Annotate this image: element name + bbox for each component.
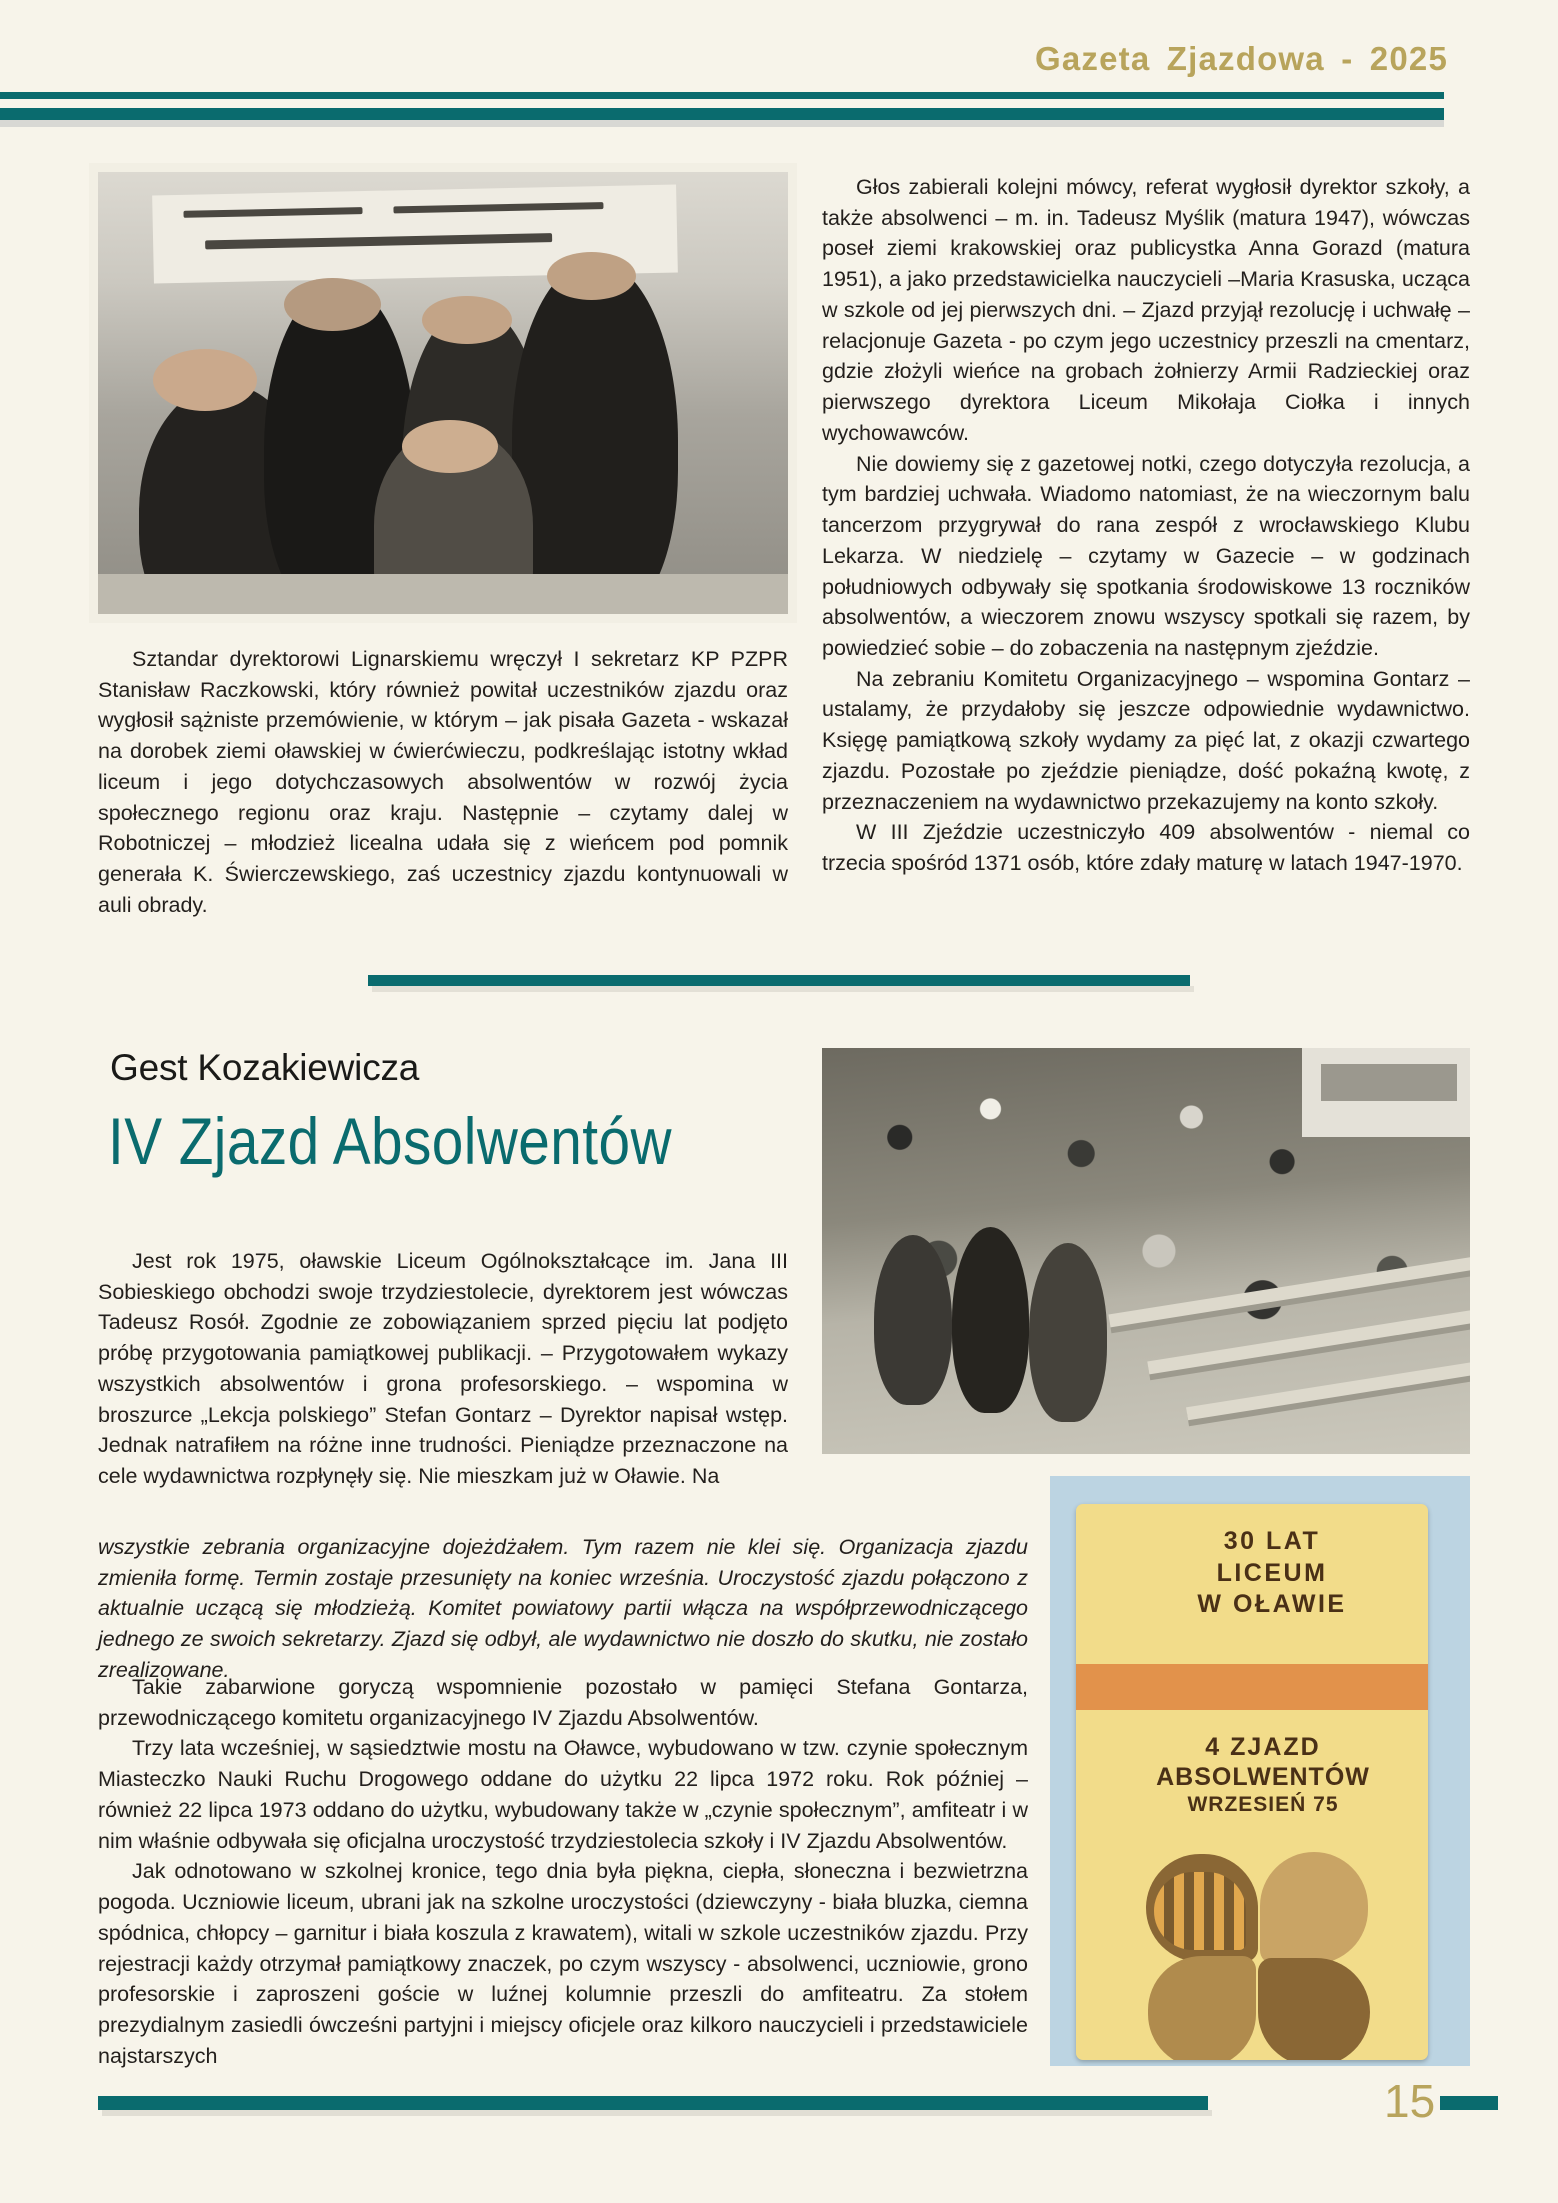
- book-cover-title-block: [1076, 1526, 1428, 1621]
- book-cover-line5: ABSOLWENTÓW: [1156, 1763, 1370, 1791]
- book-cover-stripe: [1076, 1664, 1428, 1710]
- header-rule-thin: [0, 92, 1444, 99]
- masthead-title: Gazeta Zjazdowa - 2025: [1034, 40, 1448, 77]
- book-cover-line6: WRZESIEŃ 75: [1187, 1793, 1339, 1816]
- book-cover-line2: LICEUM: [1216, 1558, 1328, 1587]
- article2-paragraph: Jak odnotowano w szkolnej kronice, tego dnia była piękna, ciepła, słoneczna i bezwietrzna pogoda. Uczniowie liceum, ubrani jak na szkolne uroczystości (dziewczyny - biała bluzka, ciemna spódnica, chłopcy – garnitur i biała koszula z krawatem), witali w szkole uczestników zjazdu. Przy rejestracji każdy otrzymał pamiątkowy znaczek, po czym wszyscy - absolwenci, uczniowie, grono profesorskie i zaproszeni goście w luźnej kolumnie przeszli do amfiteatru. Za stołem prezydialnym zasiedli ówcześni partyjni i miejscy oficjele oraz kilkoro nauczycieli i przedstawiciele najstarszych: [98, 1859, 1028, 2068]
- book-cover-line4: 4 ZJAZD: [1205, 1733, 1321, 1761]
- book-cover-line1: 30 LAT: [1223, 1527, 1321, 1555]
- article1-paragraph: W III Zjeździe uczestniczyło 409 absolwentów - niemal co trzecia spośród 1371 osób, które zdały maturę w latach 1947-1970.: [822, 820, 1470, 876]
- article1-left-text: [98, 644, 788, 921]
- article1-paragraph: Na zebraniu Komitetu Organizacyjnego – wspomina Gontarz – ustalamy, że przydałoby się jeszcze odpowiednie wydawnictwo. Księgę pamiątkową szkoły wydamy za pięć lat, z okazji czwartego zjazdu. Pozostałe po zjeździe pieniądze, dość pokaźną kwotę, z przeznaczeniem na wydawnictwo przekazujemy na konto szkoły.: [822, 666, 1470, 814]
- header-rule-thick: [0, 108, 1444, 120]
- footer-rule-shadow: [102, 2110, 1212, 2116]
- header-rule-gap: [0, 99, 1444, 108]
- section-divider-bar: [368, 975, 1190, 986]
- article2-paragraph-quote: wszystkie zebrania organizacyjne dojeżdżałem. Tym razem nie klei się. Organizacja zjazdu zmieniła formę. Termin zostaje przesunięty na koniec września. Uroczystość zjazdu połączono z aktualnie uczącą się młodzieżą. Komitet powiatowy partii włącza na współprzewodniczącego jednego ze swoich sekretarzy. Zjazd się odbył, ale wydawnictwo nie doszło do skutku, nie zostało zrealizowane.: [98, 1535, 1028, 1682]
- footer-rule-tick: [1440, 2096, 1498, 2110]
- article1-caption-paragraph: Sztandar dyrektorowi Lignarskiemu wręczył I sekretarz KP PZPR Stanisław Raczkowski, który również powitał uczestników zjazdu oraz wygłosił sążniste przemówienie, w którym – jak pisała Gazeta - wskazał na dorobek ziemi oławskiej w ćwierćwieczu, podkreślając istotny wkład liceum i jego dotychczasowych absolwentów w rozwój życia społecznego regionu oraz kraju. Następnie – czytamy dalej w Robotniczej – młodzież licealna udała się z wieńcem pod pomnik generała K. Świerczewskiego, zaś uczestnicy zjazdu kontynuowali w auli obrady.: [98, 647, 788, 917]
- book-cover-line3: W OŁAWIE: [1197, 1590, 1347, 1618]
- book-cover-artwork: [1076, 1504, 1428, 2060]
- article1-paragraph: Głos zabierali kolejni mówcy, referat wygłosił dyrektor szkoły, a także absolwenci – m. in. Tadeusz Myślik (matura 1947), wówczas poseł ziemi krakowskiej oraz publicystka Anna Gorazd (matura 1951), a jako przedstawicielka nauczycieli –Maria Krasuska, ucząca w szkole od jej pierwszych dni. – Zjazd przyjął rezolucję i uchwałę – relacjonuje Gazeta - po czym jego uczestnicy przeszli na cmentarz, gdzie złożyli wieńce na grobach żołnierzy Armii Radzieckiej oraz pierwszego dyrektora Liceum Mikołaja Ciołka i innych wychowawców.: [822, 175, 1470, 445]
- article2-intro-narrow: [98, 1246, 788, 1492]
- article2-paragraph-intro: Jest rok 1975, oławskie Liceum Ogólnokształcące im. Jana III Sobieskiego obchodzi swoje trzydziestolecie, dyrektorem jest wówczas Tadeusz Rosół. Zgodnie ze zobowiązaniem sprzed pięciu lat podjęto próbę przygotowania pamiątkowej publikacji. – Przygotowałem wykazy wszystkich absolwentów i grona profesorskiego. – wspomina w broszurce „Lekcja polskiego” Stefan Gontarz – Dyrektor napisał wstęp. Jednak natrafiłem na różne inne trudności. Pieniądze przeznaczone na cele wydawnictwa rozpłynęły się. Nie mieszkam już w Oławie. Na: [98, 1249, 788, 1489]
- article2-quote-wide: [98, 1532, 1028, 1686]
- section-divider-shadow: [372, 986, 1194, 992]
- clover-icon: [1146, 1854, 1376, 2060]
- book-cover-subtitle-block: [1076, 1732, 1428, 1817]
- article2-headline: IV Zjazd Absolwentów: [108, 1104, 672, 1178]
- article1-paragraph: Nie dowiemy się z gazetowej notki, czego dotyczyła rezolucja, a tym bardziej uchwała. Wiadomo natomiast, że na wieczornym balu tancerzom przygrywał do rana zespół z wrocławskiego Klubu Lekarza. W niedzielę – czytamy w Gazecie – w godzinach południowych odbywały się spotkania środowiskowe 13 roczników absolwentów, a wieczorem znowu wszyscy spotkali się razem, by powiedzieć sobie – do zobaczenia na następnym zjeździe.: [822, 451, 1470, 661]
- article2-paragraph: Takie zabarwione goryczą wspomnienie pozostało w pamięci Stefana Gontarza, przewodniczącego komitetu organizacyjnego IV Zjazdu Absolwentów.: [98, 1675, 1028, 1730]
- photo-book-cover: [1050, 1476, 1470, 2066]
- article1-right-column: [822, 172, 1470, 879]
- page-number: 15: [1384, 2075, 1436, 2127]
- header-rule-group: [0, 92, 1444, 127]
- footer-rule: [98, 2096, 1208, 2110]
- article1-left-column: [98, 172, 788, 921]
- header-rule-shadow: [0, 120, 1444, 127]
- article2-paragraph: Trzy lata wcześniej, w sąsiedztwie mostu na Oławce, wybudowano w tzw. czynie społecznym Miasteczko Nauki Ruchu Drogowego oddane do użytku 22 lipca 1972 roku. Rok później – również 22 lipca 1973 oddano do użytku, wybudowany także w „czynie społecznym”, amfiteatr i w nim właśnie odbywała się oficjalna uroczystość trzydziestolecia szkoły i IV Zjazdu Absolwentów.: [98, 1736, 1028, 1853]
- article2-kicker: Gest Kozakiewicza: [110, 1047, 420, 1088]
- photo-meeting: [98, 172, 788, 614]
- photo-amphitheatre-crowd: [822, 1048, 1470, 1454]
- article2-body: [98, 1672, 1028, 2072]
